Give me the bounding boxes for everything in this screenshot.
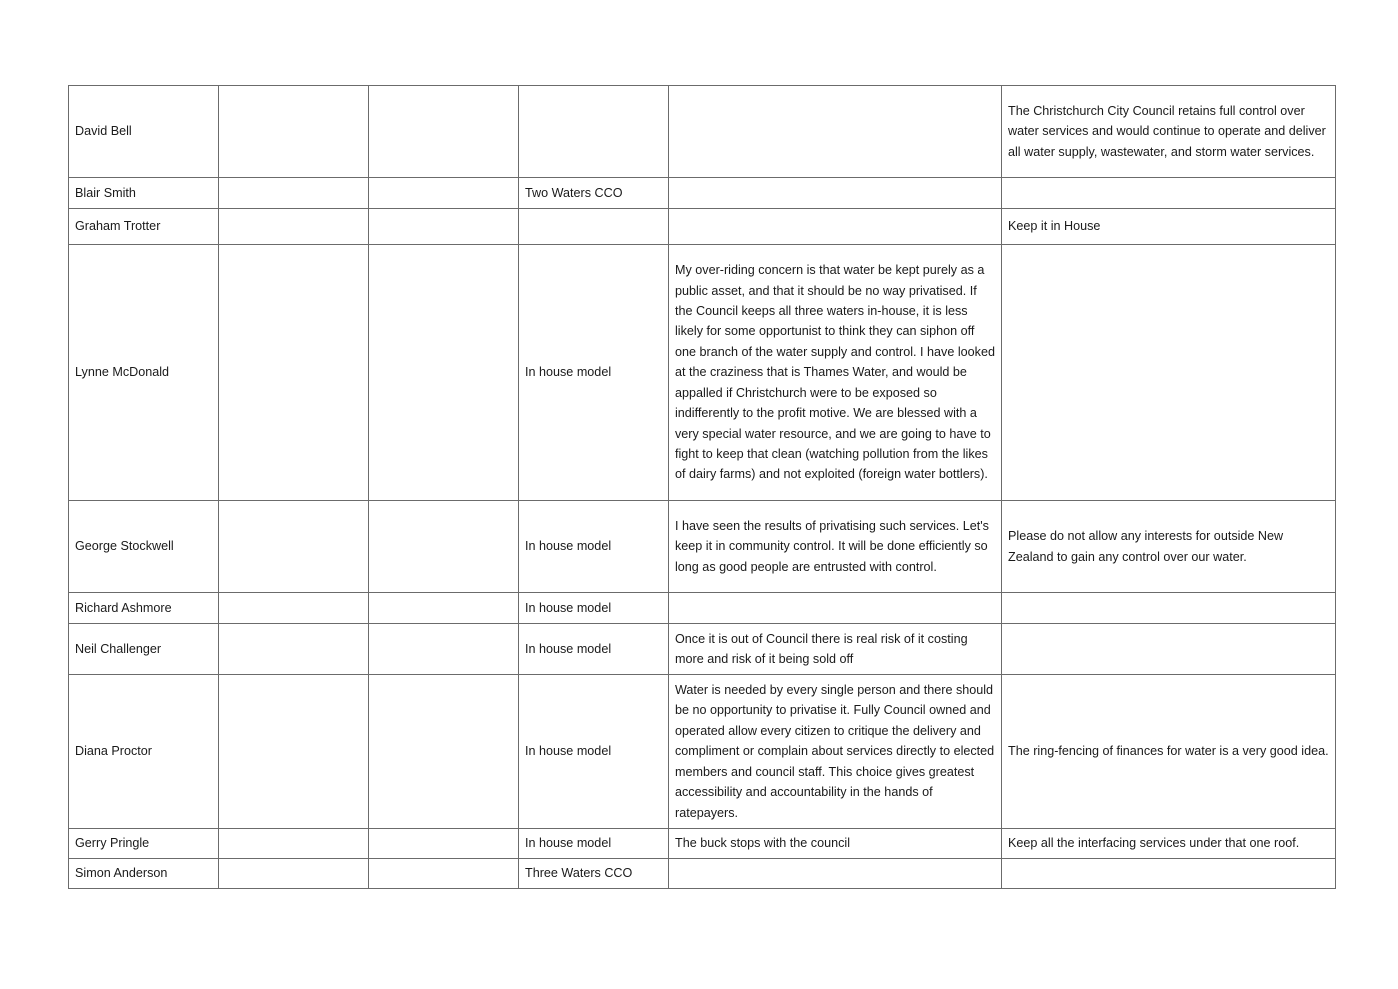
preferred-model: In house model: [519, 245, 669, 501]
table-row: [69, 178, 1336, 209]
submitter-name: Diana Proctor: [69, 675, 219, 829]
empty-cell: [219, 593, 369, 624]
table-row: [69, 593, 1336, 624]
reason-text: I have seen the results of privatising such services. Let's keep it in community control. It will be done efficiently so long as good people are entrusted with control.: [669, 501, 1002, 593]
empty-cell: [369, 501, 519, 593]
empty-cell: [369, 245, 519, 501]
table-row: [69, 501, 1336, 593]
empty-cell: [369, 86, 519, 178]
comment-text: Keep it in House: [1002, 209, 1336, 245]
submitter-name: Richard Ashmore: [69, 593, 219, 624]
empty-cell: [219, 501, 369, 593]
empty-cell: [219, 829, 369, 859]
submitter-name: Graham Trotter: [69, 209, 219, 245]
empty-cell: [369, 624, 519, 675]
reason-text: Once it is out of Council there is real risk of it costing more and risk of it being sold off: [669, 624, 1002, 675]
reason-text: My over-riding concern is that water be kept purely as a public asset, and that it should be no way privatised. If the Council keeps all three waters in-house, it is less likely for some opportunist to think they can siphon off one branch of the water supply and control. I have looked at the craziness that is Thames Water, and would be appalled if Christchurch were to be exposed so indifferently to the profit motive. We are blessed with a very special water resource, and we are going to have to fight to keep that clean (watching pollution from the likes of dairy farms) and not exploited (foreign water bottlers).: [669, 245, 1002, 501]
comment-text: [1002, 859, 1336, 889]
reason-text: [669, 86, 1002, 178]
table-row: [69, 86, 1336, 178]
table-row: [69, 829, 1336, 859]
table-row: [69, 675, 1336, 829]
comment-text: [1002, 624, 1336, 675]
submitter-name: Neil Challenger: [69, 624, 219, 675]
preferred-model: In house model: [519, 624, 669, 675]
comment-text: The ring-fencing of finances for water is a very good idea.: [1002, 675, 1336, 829]
empty-cell: [219, 245, 369, 501]
submitter-name: George Stockwell: [69, 501, 219, 593]
reason-text: [669, 859, 1002, 889]
reason-text: [669, 209, 1002, 245]
submitter-name: David Bell: [69, 86, 219, 178]
table-row: [69, 245, 1336, 501]
empty-cell: [369, 859, 519, 889]
comment-text: [1002, 245, 1336, 501]
preferred-model: [519, 209, 669, 245]
reason-text: [669, 178, 1002, 209]
submitter-name: Gerry Pringle: [69, 829, 219, 859]
submitter-name: Simon Anderson: [69, 859, 219, 889]
comment-text: Keep all the interfacing services under that one roof.: [1002, 829, 1336, 859]
empty-cell: [369, 829, 519, 859]
preferred-model: Three Waters CCO: [519, 859, 669, 889]
preferred-model: Two Waters CCO: [519, 178, 669, 209]
table-row: [69, 859, 1336, 889]
empty-cell: [369, 209, 519, 245]
preferred-model: In house model: [519, 501, 669, 593]
comment-text: [1002, 593, 1336, 624]
empty-cell: [369, 178, 519, 209]
reason-text: [669, 593, 1002, 624]
submissions-table: [68, 85, 1336, 889]
empty-cell: [219, 178, 369, 209]
submitter-name: Lynne McDonald: [69, 245, 219, 501]
reason-text: Water is needed by every single person and there should be no opportunity to privatise it. Fully Council owned and operated allow every citizen to critique the delivery and compliment or complain about services directly to elected members and council staff. This choice gives greatest accessibility and accountability in the hands of ratepayers.: [669, 675, 1002, 829]
submitter-name: Blair Smith: [69, 178, 219, 209]
comment-text: Please do not allow any interests for outside New Zealand to gain any control over our water.: [1002, 501, 1336, 593]
table-row: [69, 209, 1336, 245]
preferred-model: [519, 86, 669, 178]
preferred-model: In house model: [519, 675, 669, 829]
empty-cell: [219, 675, 369, 829]
empty-cell: [219, 86, 369, 178]
empty-cell: [369, 593, 519, 624]
empty-cell: [219, 624, 369, 675]
empty-cell: [219, 209, 369, 245]
table-row: [69, 624, 1336, 675]
preferred-model: In house model: [519, 829, 669, 859]
empty-cell: [369, 675, 519, 829]
comment-text: [1002, 178, 1336, 209]
preferred-model: In house model: [519, 593, 669, 624]
empty-cell: [219, 859, 369, 889]
reason-text: The buck stops with the council: [669, 829, 1002, 859]
comment-text: The Christchurch City Council retains full control over water services and would continue to operate and deliver all water supply, wastewater, and storm water services.: [1002, 86, 1336, 178]
